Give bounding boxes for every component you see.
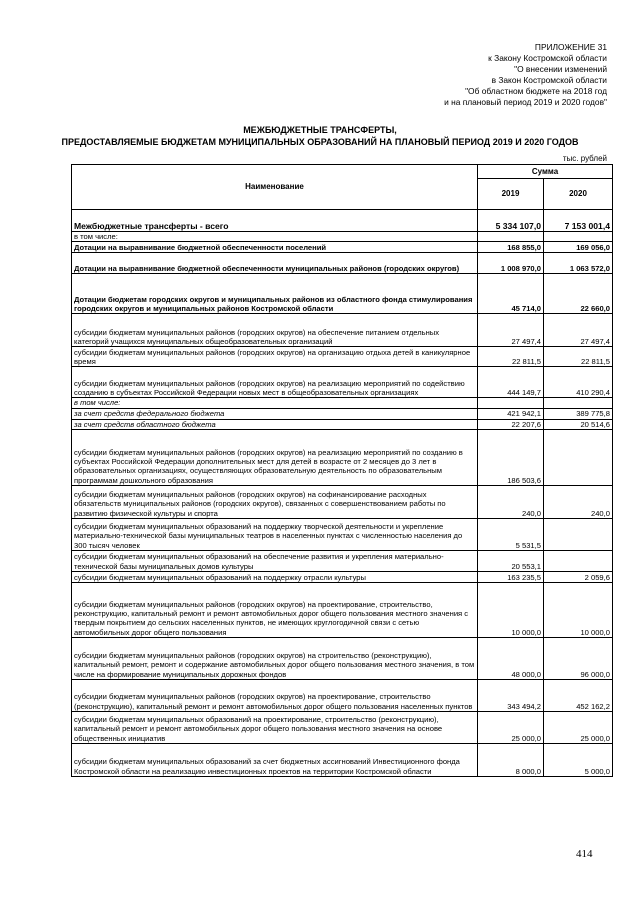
table-row xyxy=(72,367,613,398)
units-label: тыс. рублей xyxy=(562,154,607,163)
row-value-2020: 22 811,5 xyxy=(544,347,613,367)
row-value-2020: 25 000,0 xyxy=(544,712,613,744)
row-name: субсидии бюджетам муниципальных образований на поддержку творческой деятельности и укрепление материально-технической базы муниципальных театров в населенных пунктах с численностью населения до 300 тысяч человек xyxy=(72,519,478,551)
row-value-2020: 240,0 xyxy=(544,486,613,519)
row-value-2019: 22 811,5 xyxy=(478,347,544,367)
appendix-line: ПРИЛОЖЕНИЕ 31 xyxy=(534,42,607,52)
row-value-2020: 389 775,8 xyxy=(544,408,613,419)
row-name: субсидии бюджетам муниципальных районов (городских округов) на проектирование, строительство (реконструкцию), капитальный ремонт и ремонт автомобильных дорог общего пользования населенных пунктов xyxy=(72,680,478,712)
row-name: за счет средств федерального бюджета xyxy=(72,408,478,419)
row-value-2020: 410 290,4 xyxy=(544,367,613,398)
title-line: МЕЖБЮДЖЕТНЫЕ ТРАНСФЕРТЫ, xyxy=(243,125,397,135)
row-value-2019 xyxy=(478,232,544,242)
row-name: за счет средств областного бюджета xyxy=(72,419,478,429)
row-name: Межбюджетные трансферты - всего xyxy=(72,210,478,232)
transfers-table xyxy=(71,164,613,777)
table-row xyxy=(72,253,613,274)
row-name: субсидии бюджетам муниципальных образований на обеспечение развития и укрепления материально-технической базы муниципальных домов культуры xyxy=(72,551,478,572)
appendix-line: "О внесении изменений xyxy=(514,64,607,74)
row-value-2019: 48 000,0 xyxy=(478,638,544,680)
row-value-2020: 22 660,0 xyxy=(544,274,613,314)
appendix-reference xyxy=(444,42,607,108)
row-value-2019: 20 553,1 xyxy=(478,551,544,572)
row-name: субсидии бюджетам муниципальных районов (городских округов) на строительство (реконструкцию), капитальный ремонт, ремонт и содержание автомобильных дорог общего пользования местного значения, в том числе на формирование муниципальных дорожных фондов xyxy=(72,638,478,680)
table-row xyxy=(72,398,613,408)
header-year-2019: 2019 xyxy=(478,179,544,210)
appendix-line: и на плановый период 2019 и 2020 годов" xyxy=(444,97,607,107)
table-row xyxy=(72,583,613,638)
appendix-line: "Об областном бюджете на 2018 год xyxy=(465,86,607,96)
row-value-2020: 169 056,0 xyxy=(544,242,613,253)
table-row xyxy=(72,638,613,680)
row-value-2019: 5 531,5 xyxy=(478,519,544,551)
table-row xyxy=(72,419,613,429)
row-value-2019: 25 000,0 xyxy=(478,712,544,744)
table-row xyxy=(72,486,613,519)
row-value-2019: 8 000,0 xyxy=(478,744,544,777)
row-value-2020 xyxy=(544,519,613,551)
table-body xyxy=(72,210,613,777)
table-row xyxy=(72,408,613,419)
row-value-2020: 452 162,2 xyxy=(544,680,613,712)
row-name: Дотации на выравнивание бюджетной обеспеченности поселений xyxy=(72,242,478,253)
row-value-2019: 10 000,0 xyxy=(478,583,544,638)
table-row xyxy=(72,551,613,572)
row-value-2019: 163 235,5 xyxy=(478,572,544,583)
document-title xyxy=(0,124,640,148)
row-value-2020: 7 153 001,4 xyxy=(544,210,613,232)
table-row xyxy=(72,347,613,367)
row-value-2020: 5 000,0 xyxy=(544,744,613,777)
row-value-2020: 1 063 572,0 xyxy=(544,253,613,274)
table-row xyxy=(72,210,613,232)
header-name: Наименование xyxy=(72,165,478,210)
row-value-2019: 1 008 970,0 xyxy=(478,253,544,274)
row-name: субсидии бюджетам муниципальных районов (городских округов) на проектирование, строительство, реконструкцию, капитальный ремонт и ремонт автомобильных дорог общего пользования местного значения с твердым покрытием до сельских населенных пунктов, не имеющих круглогодичной связи с сетью автомобильных дорог общего пользования xyxy=(72,583,478,638)
row-name: субсидии бюджетам муниципальных образований на поддержку отрасли культуры xyxy=(72,572,478,583)
table-row xyxy=(72,314,613,347)
row-name: субсидии бюджетам муниципальных районов (городских округов) на реализацию мероприятий по содействию созданию в субъектах Российской Федерации новых мест в общеобразовательных организациях xyxy=(72,367,478,398)
row-name: в том числе: xyxy=(72,232,478,242)
table-row xyxy=(72,232,613,242)
page-number: 414 xyxy=(576,848,593,860)
row-value-2020 xyxy=(544,232,613,242)
table-row xyxy=(72,430,613,486)
table-row xyxy=(72,572,613,583)
row-name: субсидии бюджетам муниципальных районов (городских округов) на реализацию мероприятий по созданию в субъектах Российской Федерации дополнительных мест для детей в возрасте от 2 месяцев до 3 лет в образовательных организациях, осуществляющих образовательную деятельность по образовательным программам дошкольного образования xyxy=(72,430,478,486)
row-value-2019: 27 497,4 xyxy=(478,314,544,347)
title-line: ПРЕДОСТАВЛЯЕМЫЕ БЮДЖЕТАМ МУНИЦИПАЛЬНЫХ ОБРАЗОВАНИЙ НА ПЛАНОВЫЙ ПЕРИОД 2019 И 2020 ГОДОВ xyxy=(61,137,579,147)
row-value-2019: 168 855,0 xyxy=(478,242,544,253)
row-value-2020 xyxy=(544,398,613,408)
appendix-line: к Закону Костромской области xyxy=(488,53,607,63)
row-value-2019: 343 494,2 xyxy=(478,680,544,712)
row-value-2019: 240,0 xyxy=(478,486,544,519)
row-value-2019 xyxy=(478,398,544,408)
row-name: субсидии бюджетам муниципальных районов (городских округов) на софинансирование расходных обязательств муниципальных районов (городских округов), связанных с совершенствованием работы по развитию физической культуры и спорта xyxy=(72,486,478,519)
row-value-2020: 10 000,0 xyxy=(544,583,613,638)
table-row xyxy=(72,274,613,314)
row-name: в том числе: xyxy=(72,398,478,408)
row-name: субсидии бюджетам муниципальных образований за счет бюджетных ассигнований Инвестиционного фонда Костромской области на реализацию инвестиционных проектов на территории Костромской области xyxy=(72,744,478,777)
row-value-2019: 421 942,1 xyxy=(478,408,544,419)
table-row xyxy=(72,744,613,777)
header-sum: Сумма xyxy=(478,165,613,179)
table-row xyxy=(72,712,613,744)
row-name: Дотации бюджетам городских округов и муниципальных районов из областного фонда стимулирования городских округов и муниципальных районов Костромской области xyxy=(72,274,478,314)
table-row xyxy=(72,680,613,712)
row-name: субсидии бюджетам муниципальных образований на проектирование, строительство (реконструкцию), капитальный ремонт и ремонт автомобильных дорог общего пользования местного значения на основе общественных инициатив xyxy=(72,712,478,744)
table-row xyxy=(72,519,613,551)
row-name: субсидии бюджетам муниципальных районов (городских округов) на обеспечение питанием отдельных категорий учащихся муниципальных общеобразовательных организаций xyxy=(72,314,478,347)
row-name: субсидии бюджетам муниципальных районов (городских округов) на организацию отдыха детей в каникулярное время xyxy=(72,347,478,367)
header-year-2020: 2020 xyxy=(544,179,613,210)
row-value-2019: 444 149,7 xyxy=(478,367,544,398)
row-value-2020: 27 497,4 xyxy=(544,314,613,347)
row-value-2019: 45 714,0 xyxy=(478,274,544,314)
row-value-2020 xyxy=(544,430,613,486)
row-value-2020: 2 059,6 xyxy=(544,572,613,583)
row-value-2019: 5 334 107,0 xyxy=(478,210,544,232)
row-value-2019: 22 207,6 xyxy=(478,419,544,429)
row-name: Дотации на выравнивание бюджетной обеспеченности муниципальных районов (городских округов) xyxy=(72,253,478,274)
table-row xyxy=(72,242,613,253)
row-value-2019: 186 503,6 xyxy=(478,430,544,486)
row-value-2020: 20 514,6 xyxy=(544,419,613,429)
appendix-line: в Закон Костромской области xyxy=(491,75,607,85)
row-value-2020: 96 000,0 xyxy=(544,638,613,680)
row-value-2020 xyxy=(544,551,613,572)
